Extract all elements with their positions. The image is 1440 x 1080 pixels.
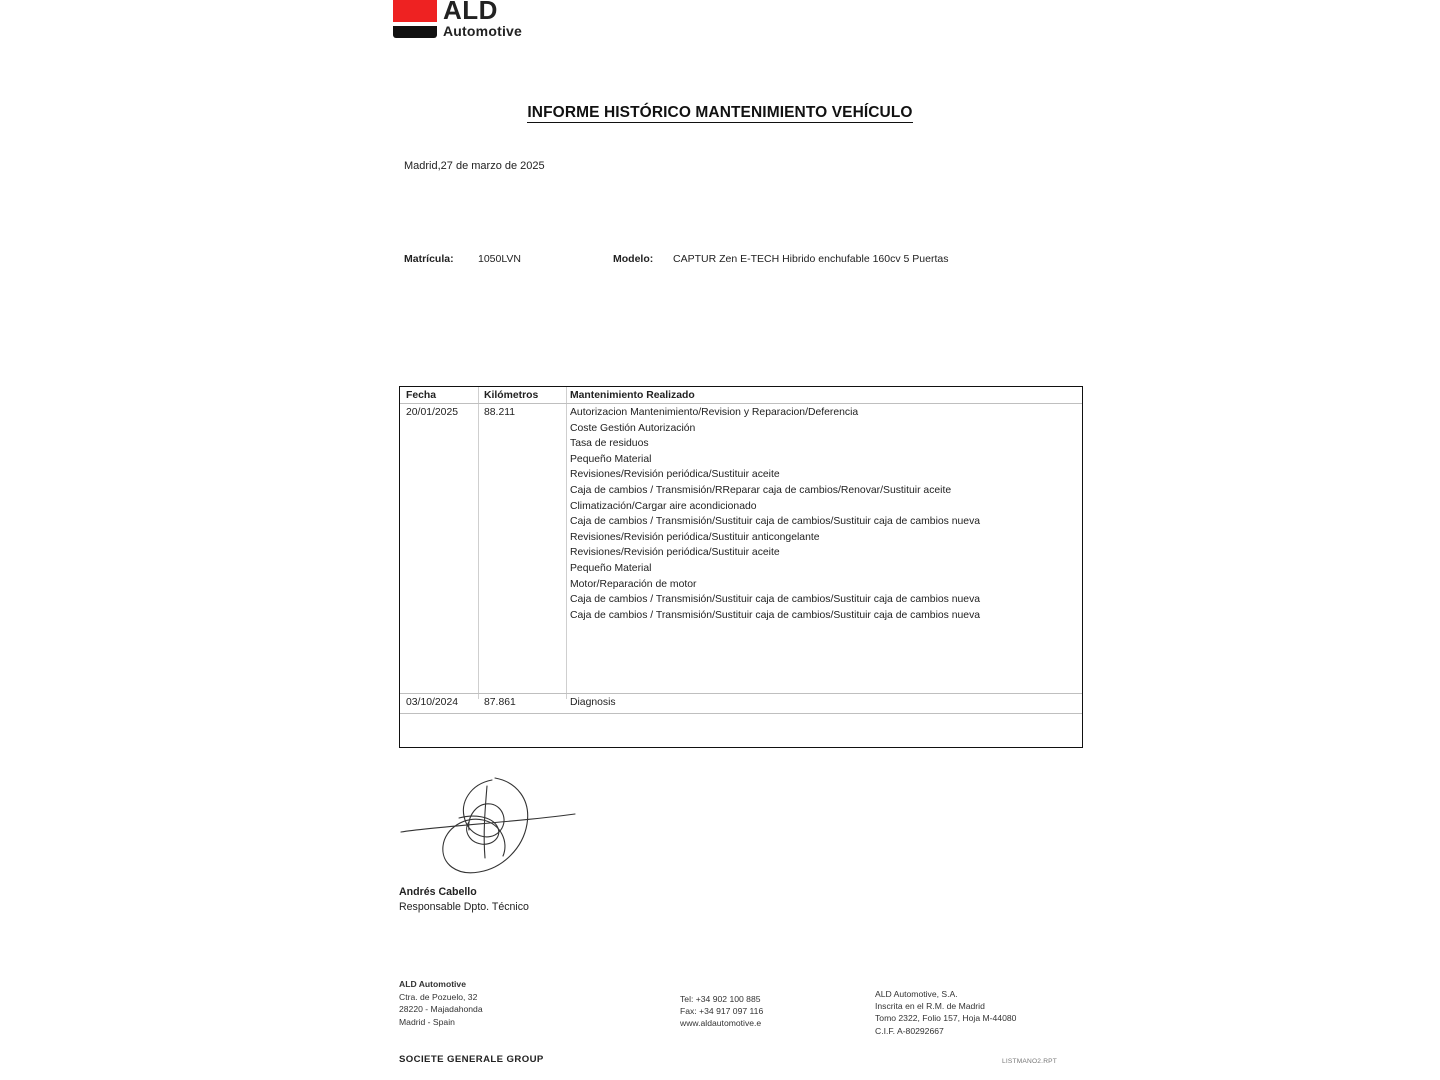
- footer-legal-line: ALD Automotive, S.A.: [875, 989, 958, 999]
- table-row-maintenance-list: [570, 405, 1070, 623]
- maintenance-table: [399, 386, 1083, 748]
- list-item: Tasa de residuos: [570, 438, 649, 450]
- logo-red-block: [393, 0, 437, 22]
- footer-legal-line: Tomo 2322, Folio 157, Hoja M-44080: [875, 1013, 1017, 1024]
- report-code: LISTMANO2.RPT: [1002, 1058, 1057, 1065]
- list-item: Motor/Reparación de motor: [570, 578, 697, 590]
- societe-generale-group-text: SOCIETE GENERALE GROUP: [399, 1054, 544, 1065]
- list-item: Coste Gestión Autorización: [570, 422, 696, 434]
- list-item: Climatización/Cargar aire acondicionado: [570, 500, 757, 512]
- list-item: Caja de cambios / Transmisión/Sustituir caja de cambios/Sustituir caja de cambios nueva: [570, 516, 981, 528]
- table-row: 03/10/2024: [406, 697, 459, 708]
- footer-phone: Tel: +34 902 100 885: [680, 994, 761, 1004]
- footer-legal-line: Inscrita en el R.M. de Madrid: [875, 1001, 985, 1012]
- list-item: Caja de cambios / Transmisión/Sustituir caja de cambios/Sustituir caja de cambios nueva: [570, 594, 981, 606]
- footer-address-line: 28220 - Majadahonda: [399, 1004, 483, 1015]
- footer-company-block: [399, 978, 483, 1028]
- list-item: Pequeño Material: [570, 453, 652, 465]
- ald-logo: [393, 0, 593, 46]
- table-header-km: Kilómetros: [484, 390, 539, 401]
- list-item: Diagnosis: [570, 697, 616, 708]
- table-header-date: Fecha: [406, 390, 437, 401]
- footer-fax: Fax: +34 917 097 116: [680, 1006, 764, 1017]
- page-title-text: INFORME HISTÓRICO MANTENIMIENTO VEHÍCULO: [527, 104, 913, 121]
- footer-legal-line: C.I.F. A-80292667: [875, 1025, 944, 1036]
- place-and-date: Madrid,27 de marzo de 2025: [404, 160, 545, 172]
- footer-address-line: Ctra. de Pozuelo, 32: [399, 992, 478, 1003]
- list-item: Autorizacion Mantenimiento/Revision y Reparacion/Deferencia: [570, 407, 859, 418]
- list-item: Revisiones/Revisión periódica/Sustituir aceite: [570, 547, 780, 559]
- table-row-km: 88.211: [484, 407, 516, 418]
- list-item: Revisiones/Revisión periódica/Sustituir aceite: [570, 469, 780, 481]
- page-title: [0, 104, 1440, 122]
- plate-value: 1050LVN: [478, 253, 522, 265]
- column-divider-1: [478, 387, 479, 699]
- model-value: CAPTUR Zen E-TECH Hibrido enchufable 160cv 5 Puertas: [673, 253, 949, 265]
- plate-label: Matrícula:: [404, 253, 454, 265]
- list-item: Caja de cambios / Transmisión/RReparar caja de cambios/Renovar/Sustituir aceite: [570, 484, 952, 496]
- column-divider-2: [566, 387, 567, 699]
- logo-sub-text: Automotive: [443, 23, 522, 39]
- table-bottom-divider: [400, 713, 1082, 714]
- model-label: Modelo:: [613, 253, 654, 265]
- footer-company-name: ALD Automotive: [399, 979, 466, 989]
- page-footer: [0, 978, 1440, 1078]
- footer-legal-block: [875, 988, 1016, 1037]
- logo-wordmark: [443, 0, 522, 38]
- logo-black-block: [393, 26, 437, 38]
- list-item: Revisiones/Revisión periódica/Sustituir anticongelante: [570, 531, 820, 543]
- ald-logo-mark-icon: [393, 0, 437, 38]
- footer-address-line: Madrid - Spain: [399, 1016, 455, 1027]
- table-row: 20/01/2025: [406, 407, 459, 418]
- handwritten-signature-icon: [399, 772, 599, 892]
- table-row-km: 87.861: [484, 697, 516, 708]
- footer-website[interactable]: www.aldautomotive.e: [680, 1018, 762, 1029]
- row-divider: [400, 693, 1082, 694]
- table-row-maintenance-list: [570, 695, 1070, 711]
- signer-role: Responsable Dpto. Técnico: [399, 901, 529, 913]
- footer-contact-block: [680, 993, 763, 1030]
- list-item: Caja de cambios / Transmisión/Sustituir caja de cambios/Sustituir caja de cambios nueva: [570, 609, 981, 621]
- logo-brand-text: ALD: [443, 0, 498, 25]
- list-item: Pequeño Material: [570, 562, 652, 574]
- signer-name: Andrés Cabello: [399, 886, 477, 898]
- table-header-maintenance: Mantenimiento Realizado: [570, 390, 695, 401]
